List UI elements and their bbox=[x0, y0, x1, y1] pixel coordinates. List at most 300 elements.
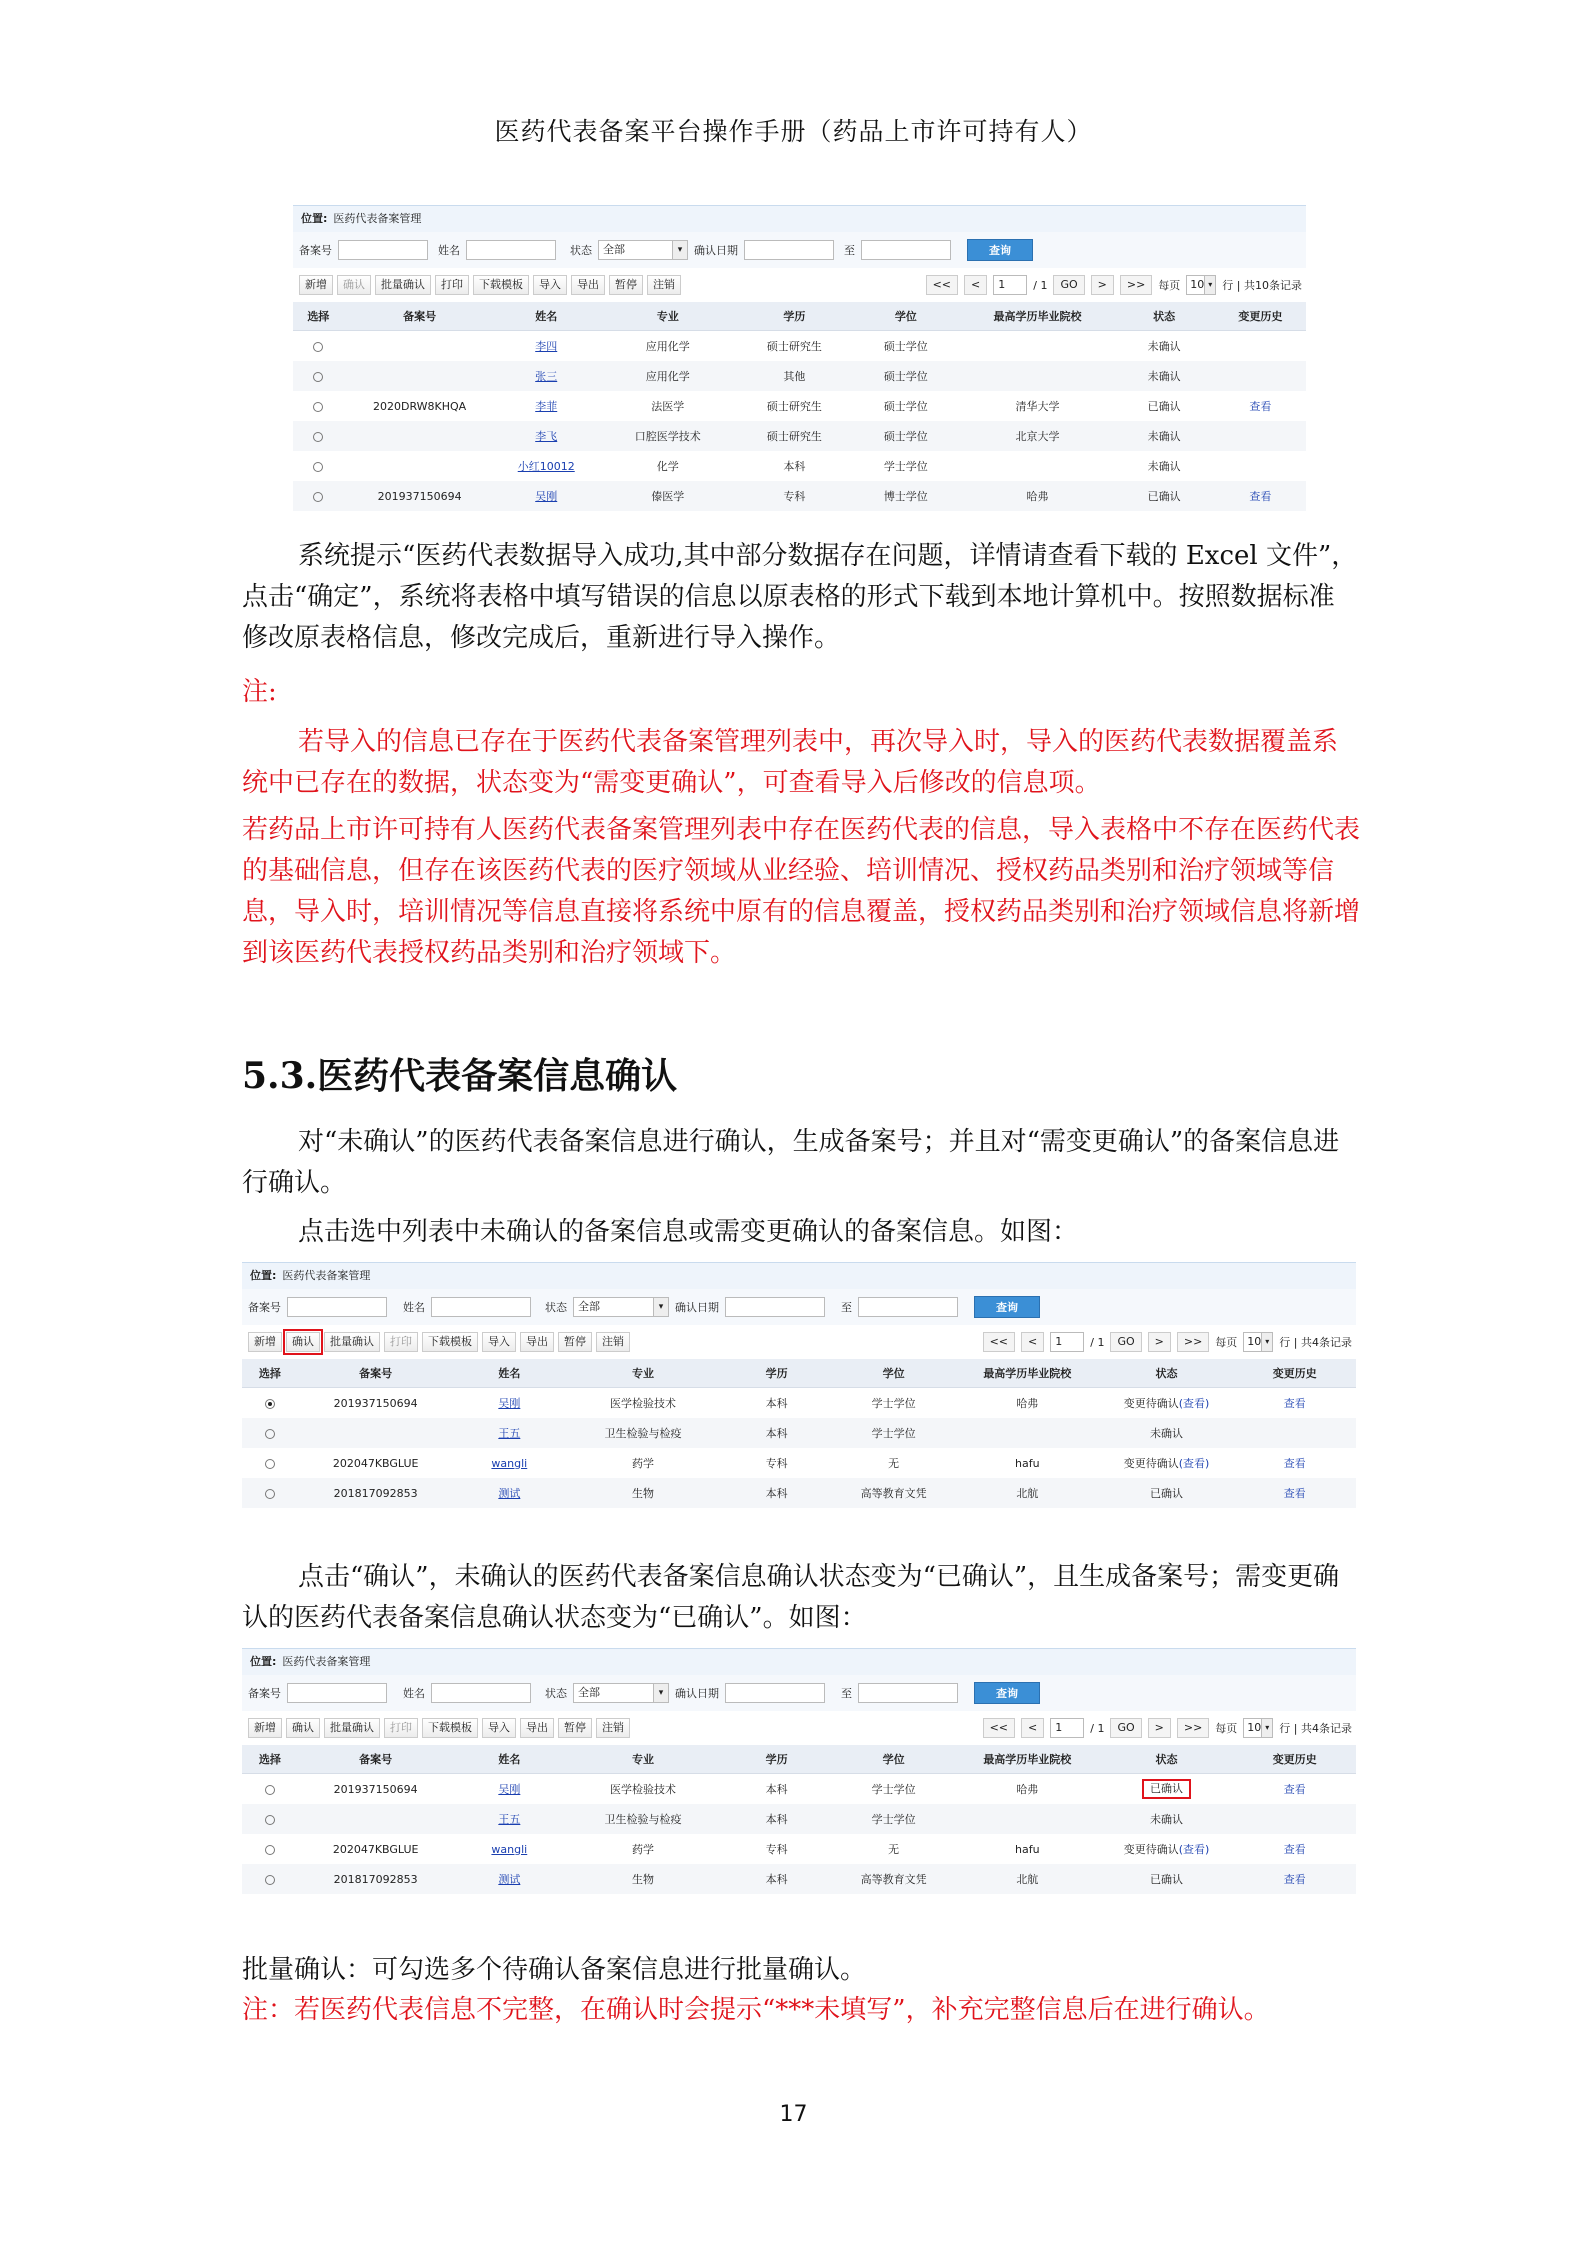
location-value: 医药代表备案管理 bbox=[282, 1655, 371, 1668]
table-row[interactable] bbox=[293, 331, 1306, 362]
cancel-record-button[interactable]: 注销 bbox=[596, 1718, 630, 1738]
status-cell bbox=[1113, 481, 1214, 511]
chevron-down-icon: ▾ bbox=[653, 1684, 668, 1702]
record-table bbox=[242, 1359, 1356, 1508]
table-row[interactable] bbox=[242, 1478, 1356, 1508]
status-view-link[interactable]: (查看) bbox=[1178, 1843, 1210, 1856]
add-button[interactable]: 新增 bbox=[248, 1718, 282, 1738]
query-button[interactable]: 查询 bbox=[974, 1296, 1040, 1318]
download-template-button[interactable]: 下载模板 bbox=[422, 1332, 478, 1352]
school-cell bbox=[962, 451, 1114, 481]
school-cell bbox=[962, 331, 1114, 362]
name-cell bbox=[454, 1448, 565, 1478]
filter-date-to-input[interactable] bbox=[861, 240, 951, 260]
name-cell bbox=[496, 331, 597, 362]
degree-cell: 硕士学位 bbox=[850, 361, 961, 391]
filter-name-label: 姓名 bbox=[438, 244, 460, 257]
record-number-cell: 202047KBGLUE bbox=[332, 1456, 419, 1470]
export-button[interactable]: 导出 bbox=[520, 1718, 554, 1738]
export-button[interactable]: 导出 bbox=[520, 1332, 554, 1352]
select-cell[interactable] bbox=[293, 331, 344, 362]
name-link[interactable]: 李四 bbox=[535, 340, 558, 353]
column-header: 变更历史 bbox=[1215, 302, 1306, 331]
record-number-cell: 202047KBGLUE bbox=[332, 1842, 419, 1856]
page-input[interactable]: 1 bbox=[1050, 1718, 1084, 1738]
batch-confirm-button[interactable]: 批量确认 bbox=[375, 275, 431, 295]
filter-date-label: 确认日期 bbox=[675, 1687, 719, 1700]
table-row[interactable] bbox=[242, 1864, 1356, 1894]
page-input[interactable]: 1 bbox=[993, 275, 1027, 295]
column-header: 学历 bbox=[721, 1359, 832, 1388]
download-template-button[interactable]: 下载模板 bbox=[422, 1718, 478, 1738]
column-header: 姓名 bbox=[496, 302, 597, 331]
school-cell: hafu bbox=[1015, 1456, 1040, 1470]
column-header: 专业 bbox=[565, 1359, 721, 1388]
status-cell bbox=[1113, 361, 1214, 391]
name-link[interactable]: 王五 bbox=[498, 1813, 521, 1826]
select-cell[interactable] bbox=[242, 1418, 298, 1448]
note-incomplete: 注：若医药代表信息不完整，在确认时会提示“***未填写”，补充完整信息后在进行确认。 bbox=[242, 1995, 1270, 2025]
name-cell bbox=[496, 361, 597, 391]
edu-cell: 专科 bbox=[765, 1457, 788, 1470]
filter-status-select[interactable] bbox=[598, 240, 688, 260]
pagination bbox=[983, 1718, 1356, 1738]
prev-page-button[interactable]: < bbox=[1021, 1718, 1044, 1738]
filter-status-label: 状态 bbox=[570, 244, 592, 257]
next-page-button[interactable]: > bbox=[1091, 275, 1114, 295]
filter-status-select[interactable] bbox=[573, 1683, 669, 1703]
table-row[interactable] bbox=[242, 1418, 1356, 1448]
column-header: 选择 bbox=[242, 1359, 298, 1388]
name-cell bbox=[454, 1864, 565, 1894]
select-cell[interactable] bbox=[242, 1478, 298, 1508]
location-value: 医药代表备案管理 bbox=[333, 212, 422, 225]
status-cell bbox=[1100, 1864, 1234, 1894]
prev-page-button[interactable]: < bbox=[1021, 1332, 1044, 1352]
record-number-cell bbox=[344, 451, 496, 481]
degree-cell: 学士学位 bbox=[871, 1397, 916, 1410]
prev-page-button[interactable]: < bbox=[964, 275, 987, 295]
history-cell bbox=[1215, 481, 1306, 511]
add-button[interactable]: 新增 bbox=[299, 275, 333, 295]
history-cell bbox=[1233, 1388, 1356, 1419]
school-cell: 哈弗 bbox=[1016, 1397, 1039, 1410]
chevron-down-icon: ▾ bbox=[653, 1298, 668, 1316]
per-page-label: 每页 bbox=[1215, 1722, 1238, 1735]
radio-button[interactable] bbox=[265, 1875, 275, 1885]
radio-button[interactable] bbox=[313, 342, 323, 352]
record-number-cell bbox=[344, 361, 496, 391]
location-label: 位置: bbox=[301, 212, 328, 225]
column-header: 学历 bbox=[739, 302, 850, 331]
edu-cell: 硕士研究生 bbox=[739, 421, 850, 451]
status-text: 已确认 bbox=[1142, 1779, 1191, 1799]
filter-date-from-input[interactable] bbox=[725, 1297, 825, 1317]
history-cell bbox=[1233, 1478, 1356, 1508]
paragraph-import-result: 系统提示“医药代表数据导入成功,其中部分数据存在问题，详情请查看下载的 Excel 文件”，点击“确定”，系统将表格中填写错误的信息以原表格的形式下载到本地计算机中。按照数据标准修改原表格信息，修改完成后，重新进行导入操作。 bbox=[242, 541, 1358, 653]
location-bar bbox=[293, 205, 1306, 232]
school-cell bbox=[962, 361, 1114, 391]
edu-cell: 本科 bbox=[765, 1397, 788, 1410]
filter-date-to-input[interactable] bbox=[858, 1297, 958, 1317]
status-text: 未确认 bbox=[1150, 1427, 1184, 1440]
location-label: 位置: bbox=[250, 1269, 277, 1282]
record-number-cell: 201937150694 bbox=[344, 481, 496, 511]
edu-cell: 本科 bbox=[721, 1418, 832, 1448]
page-size-select[interactable] bbox=[1243, 1718, 1273, 1738]
column-header: 状态 bbox=[1100, 1359, 1234, 1388]
degree-cell: 学士学位 bbox=[871, 1783, 916, 1796]
history-cell bbox=[1233, 1864, 1356, 1894]
select-cell[interactable] bbox=[293, 451, 344, 481]
record-count: 行 | 共10条记录 bbox=[1222, 279, 1302, 292]
major-cell: 应用化学 bbox=[597, 361, 739, 391]
status-text: 已确认 bbox=[1147, 400, 1181, 413]
filter-no-input[interactable] bbox=[338, 240, 428, 260]
degree-cell: 硕士学位 bbox=[850, 421, 961, 451]
select-cell[interactable] bbox=[293, 481, 344, 511]
add-button[interactable]: 新增 bbox=[248, 1332, 282, 1352]
column-header: 备案号 bbox=[298, 1745, 454, 1774]
column-header: 备案号 bbox=[344, 302, 496, 331]
filter-date-to-input[interactable] bbox=[858, 1683, 958, 1703]
filter-name-input[interactable] bbox=[466, 240, 556, 260]
status-cell bbox=[1113, 331, 1214, 362]
name-link[interactable]: wangli bbox=[491, 1842, 528, 1856]
screenshot-import-list bbox=[293, 205, 1306, 510]
column-header: 最高学历毕业院校 bbox=[955, 1745, 1100, 1774]
degree-cell: 学士学位 bbox=[883, 460, 928, 473]
location-value: 医药代表备案管理 bbox=[282, 1269, 371, 1282]
name-link[interactable]: 李飞 bbox=[535, 430, 558, 443]
history-view-link[interactable]: 查看 bbox=[1283, 1397, 1306, 1410]
next-page-button[interactable]: > bbox=[1148, 1332, 1171, 1352]
name-link[interactable]: wangli bbox=[491, 1456, 528, 1470]
select-cell[interactable] bbox=[242, 1448, 298, 1478]
name-cell bbox=[496, 451, 597, 481]
degree-cell: 无 bbox=[888, 1843, 900, 1856]
name-cell bbox=[454, 1804, 565, 1834]
column-header: 选择 bbox=[293, 302, 344, 331]
school-cell: 清华大学 bbox=[1015, 400, 1060, 413]
major-cell: 化学 bbox=[656, 460, 679, 473]
radio-button[interactable] bbox=[265, 1429, 275, 1439]
name-cell bbox=[454, 1834, 565, 1864]
select-cell[interactable] bbox=[242, 1834, 298, 1864]
filter-name-input[interactable] bbox=[431, 1297, 531, 1317]
table-row[interactable] bbox=[242, 1834, 1356, 1864]
query-button[interactable]: 查询 bbox=[974, 1682, 1040, 1704]
query-button[interactable]: 查询 bbox=[967, 239, 1033, 261]
radio-button[interactable] bbox=[313, 492, 323, 502]
screenshot-after-confirm bbox=[242, 1648, 1356, 1913]
edu-cell: 本科 bbox=[721, 1478, 832, 1508]
name-link[interactable]: 吴刚 bbox=[498, 1783, 521, 1796]
table-row[interactable] bbox=[293, 451, 1306, 481]
select-cell[interactable] bbox=[293, 391, 344, 421]
name-link[interactable]: 小红10012 bbox=[517, 460, 575, 473]
go-button[interactable]: GO bbox=[1110, 1718, 1141, 1738]
table-header-row bbox=[242, 1359, 1356, 1388]
history-view-link[interactable]: 查看 bbox=[1249, 490, 1272, 503]
filter-name-label: 姓名 bbox=[403, 1687, 425, 1700]
name-cell bbox=[454, 1388, 565, 1419]
select-cell[interactable] bbox=[293, 421, 344, 451]
column-header: 学位 bbox=[832, 1745, 955, 1774]
column-header: 变更历史 bbox=[1233, 1359, 1356, 1388]
history-cell bbox=[1215, 451, 1306, 481]
filter-status-value: 全部 bbox=[578, 1686, 600, 1699]
name-cell bbox=[454, 1418, 565, 1448]
last-page-button[interactable]: >> bbox=[1177, 1718, 1209, 1738]
school-cell bbox=[955, 1418, 1100, 1448]
page-total: / 1 bbox=[1090, 1335, 1105, 1349]
column-header: 最高学历毕业院校 bbox=[962, 302, 1114, 331]
name-link[interactable]: 张三 bbox=[535, 370, 558, 383]
column-header: 学位 bbox=[850, 302, 961, 331]
name-link[interactable]: 吴刚 bbox=[498, 1397, 521, 1410]
edu-cell: 硕士研究生 bbox=[766, 400, 822, 413]
paragraph-batch-confirm: 批量确认：可勾选多个待确认备案信息进行批量确认。 bbox=[242, 1955, 867, 1985]
filter-date-to-label: 至 bbox=[844, 244, 855, 257]
toolbar bbox=[293, 268, 1306, 302]
status-text: 已确认 bbox=[1150, 1487, 1184, 1500]
history-view-link[interactable]: 查看 bbox=[1283, 1457, 1306, 1470]
major-cell: 生物 bbox=[565, 1478, 721, 1508]
filter-date-to-label: 至 bbox=[841, 1301, 852, 1314]
history-view-link[interactable]: 查看 bbox=[1283, 1783, 1306, 1796]
radio-button[interactable] bbox=[313, 372, 323, 382]
confirm-button[interactable]: 确认 bbox=[337, 275, 371, 295]
edu-cell: 硕士研究生 bbox=[766, 340, 822, 353]
page-size-select[interactable] bbox=[1243, 1332, 1273, 1352]
toolbar bbox=[242, 1325, 1356, 1359]
degree-cell: 硕士学位 bbox=[883, 340, 928, 353]
column-header: 变更历史 bbox=[1233, 1745, 1356, 1774]
name-link[interactable]: 王五 bbox=[498, 1427, 521, 1440]
import-button[interactable]: 导入 bbox=[482, 1332, 516, 1352]
table-row[interactable] bbox=[242, 1774, 1356, 1805]
record-count: 行 | 共4条记录 bbox=[1279, 1722, 1352, 1735]
column-header: 选择 bbox=[242, 1745, 298, 1774]
radio-button[interactable] bbox=[313, 402, 323, 412]
status-text: 未确认 bbox=[1147, 460, 1181, 473]
status-view-link[interactable]: (查看) bbox=[1178, 1457, 1210, 1470]
go-button[interactable]: GO bbox=[1053, 275, 1084, 295]
history-view-link[interactable]: 查看 bbox=[1283, 1843, 1306, 1856]
filter-no-input[interactable] bbox=[287, 1297, 387, 1317]
document-header: 医药代表备案平台操作手册（药品上市许可持有人） bbox=[494, 117, 1093, 146]
chevron-down-icon: ▾ bbox=[1204, 276, 1215, 294]
school-cell: 哈弗 bbox=[962, 481, 1114, 511]
status-text: 变更待确认 bbox=[1123, 1457, 1179, 1470]
radio-button[interactable] bbox=[313, 432, 323, 442]
degree-cell: 无 bbox=[888, 1457, 900, 1470]
filter-date-label: 确认日期 bbox=[675, 1301, 719, 1314]
edu-cell: 其他 bbox=[739, 361, 850, 391]
cancel-record-button[interactable]: 注销 bbox=[596, 1332, 630, 1352]
major-cell: 药学 bbox=[632, 1843, 654, 1856]
table-row[interactable] bbox=[242, 1804, 1356, 1834]
record-number-cell bbox=[344, 331, 496, 362]
filter-date-from-input[interactable] bbox=[744, 240, 834, 260]
page-size-value: 10 bbox=[1190, 278, 1205, 291]
filter-name-input[interactable] bbox=[431, 1683, 531, 1703]
name-link[interactable]: 吴刚 bbox=[535, 490, 558, 503]
status-text: 变更待确认 bbox=[1123, 1843, 1179, 1856]
column-header: 状态 bbox=[1113, 302, 1214, 331]
table-header-row bbox=[293, 302, 1306, 331]
history-view-link[interactable]: 查看 bbox=[1249, 400, 1272, 413]
location-bar bbox=[242, 1648, 1356, 1675]
note-merge: 若药品上市许可持有人医药代表备案管理列表中存在医药代表的信息，导入表格中不存在医药代表的基础信息，但存在该医药代表的医疗领域从业经验、培训情况、授权药品类别和治疗领域等信息，导入时，培训情况等信息直接将系统中原有的信息覆盖，授权药品类别和治疗领域信息将新增到该医药代表授权药品类别和治疗领域下。 bbox=[242, 815, 1361, 968]
pagination bbox=[983, 1332, 1356, 1352]
page-input[interactable]: 1 bbox=[1050, 1332, 1084, 1352]
name-link[interactable]: 测试 bbox=[498, 1873, 521, 1886]
filter-date-from-input[interactable] bbox=[725, 1683, 825, 1703]
download-template-button[interactable]: 下载模板 bbox=[473, 275, 529, 295]
history-cell bbox=[1233, 1448, 1356, 1478]
table-row[interactable] bbox=[293, 391, 1306, 421]
per-page-label: 每页 bbox=[1158, 279, 1181, 292]
status-text: 未确认 bbox=[1150, 1813, 1184, 1826]
degree-cell: 高等教育文凭 bbox=[832, 1864, 955, 1894]
print-button[interactable]: 打印 bbox=[435, 275, 469, 295]
select-cell[interactable] bbox=[242, 1388, 298, 1419]
column-header: 姓名 bbox=[454, 1745, 565, 1774]
record-number-cell: 201937150694 bbox=[333, 1396, 418, 1410]
table-row[interactable] bbox=[293, 481, 1306, 511]
status-cell bbox=[1100, 1478, 1234, 1508]
history-cell bbox=[1233, 1774, 1356, 1805]
name-link[interactable]: 测试 bbox=[498, 1487, 521, 1500]
toolbar bbox=[242, 1711, 1356, 1745]
radio-button[interactable] bbox=[265, 1815, 275, 1825]
pause-button[interactable]: 暂停 bbox=[558, 1718, 592, 1738]
name-link[interactable]: 李菲 bbox=[535, 400, 558, 413]
name-cell bbox=[454, 1774, 565, 1805]
print-button[interactable]: 打印 bbox=[384, 1332, 418, 1352]
filter-status-value: 全部 bbox=[578, 1300, 600, 1313]
degree-cell: 高等教育文凭 bbox=[832, 1478, 955, 1508]
page-total: / 1 bbox=[1090, 1721, 1105, 1735]
location-bar bbox=[242, 1262, 1356, 1289]
filter-no-input[interactable] bbox=[287, 1683, 387, 1703]
record-number-cell bbox=[344, 421, 496, 451]
page-size-value: 10 bbox=[1247, 1335, 1262, 1348]
table-row[interactable] bbox=[293, 421, 1306, 451]
import-button[interactable]: 导入 bbox=[482, 1718, 516, 1738]
filter-status-select[interactable] bbox=[573, 1297, 669, 1317]
last-page-button[interactable]: >> bbox=[1120, 275, 1152, 295]
filter-status-value: 全部 bbox=[603, 243, 625, 256]
chevron-down-icon: ▾ bbox=[672, 241, 687, 259]
location-label: 位置: bbox=[250, 1655, 277, 1668]
batch-confirm-button[interactable]: 批量确认 bbox=[324, 1332, 380, 1352]
major-cell: 卫生检验与检疫 bbox=[565, 1418, 721, 1448]
next-page-button[interactable]: > bbox=[1148, 1718, 1171, 1738]
table-row[interactable] bbox=[293, 361, 1306, 391]
major-cell: 医学检验技术 bbox=[610, 1783, 676, 1796]
export-button[interactable]: 导出 bbox=[571, 275, 605, 295]
import-button[interactable]: 导入 bbox=[533, 275, 567, 295]
note-label: 注: bbox=[242, 677, 277, 707]
first-page-button[interactable]: << bbox=[983, 1332, 1015, 1352]
radio-button[interactable] bbox=[265, 1785, 275, 1795]
radio-button[interactable] bbox=[313, 462, 323, 472]
table-row[interactable] bbox=[242, 1448, 1356, 1478]
select-cell[interactable] bbox=[242, 1864, 298, 1894]
radio-button[interactable] bbox=[265, 1459, 275, 1469]
degree-cell: 硕士学位 bbox=[883, 400, 928, 413]
status-cell bbox=[1113, 451, 1214, 481]
select-cell[interactable] bbox=[293, 361, 344, 391]
major-cell: 医学检验技术 bbox=[610, 1397, 676, 1410]
filter-no-label: 备案号 bbox=[248, 1687, 281, 1700]
chevron-down-icon: ▾ bbox=[1261, 1333, 1272, 1351]
filter-name-label: 姓名 bbox=[403, 1301, 425, 1314]
radio-button[interactable] bbox=[265, 1489, 275, 1499]
chevron-down-icon: ▾ bbox=[1261, 1719, 1272, 1737]
radio-button[interactable] bbox=[265, 1399, 275, 1409]
go-button[interactable]: GO bbox=[1110, 1332, 1141, 1352]
history-cell bbox=[1215, 421, 1306, 451]
pause-button[interactable]: 暂停 bbox=[609, 275, 643, 295]
status-text: 未确认 bbox=[1147, 370, 1181, 383]
table-row[interactable] bbox=[242, 1388, 1356, 1419]
history-view-link[interactable]: 查看 bbox=[1283, 1873, 1306, 1886]
major-cell: 生物 bbox=[565, 1864, 721, 1894]
cancel-record-button[interactable]: 注销 bbox=[647, 275, 681, 295]
school-cell: 北京大学 bbox=[962, 421, 1114, 451]
record-number-cell bbox=[298, 1804, 454, 1834]
filter-no-label: 备案号 bbox=[299, 244, 332, 257]
record-number-cell: 201817092853 bbox=[298, 1478, 454, 1508]
radio-button[interactable] bbox=[265, 1845, 275, 1855]
column-header: 备案号 bbox=[298, 1359, 454, 1388]
batch-confirm-button[interactable]: 批量确认 bbox=[324, 1718, 380, 1738]
history-view-link[interactable]: 查看 bbox=[1283, 1487, 1306, 1500]
page-size-select[interactable] bbox=[1186, 275, 1216, 295]
filter-status-label: 状态 bbox=[545, 1687, 567, 1700]
history-cell bbox=[1215, 361, 1306, 391]
column-header: 专业 bbox=[597, 302, 739, 331]
degree-cell: 学士学位 bbox=[832, 1418, 955, 1448]
print-button[interactable]: 打印 bbox=[384, 1718, 418, 1738]
select-cell[interactable] bbox=[242, 1804, 298, 1834]
status-cell bbox=[1100, 1418, 1234, 1448]
confirm-button[interactable]: 确认 bbox=[286, 1718, 320, 1738]
page-total: / 1 bbox=[1033, 278, 1048, 292]
major-cell: 法医学 bbox=[651, 400, 685, 413]
first-page-button[interactable]: << bbox=[983, 1718, 1015, 1738]
select-cell[interactable] bbox=[242, 1774, 298, 1805]
note-overwrite: 若导入的信息已存在于医药代表备案管理列表中，再次导入时，导入的医药代表数据覆盖系统中已存在的数据，状态变为“需变更确认”，可查看导入后修改的信息项。 bbox=[242, 727, 1339, 798]
last-page-button[interactable]: >> bbox=[1177, 1332, 1209, 1352]
pause-button[interactable]: 暂停 bbox=[558, 1332, 592, 1352]
status-cell bbox=[1100, 1448, 1234, 1478]
first-page-button[interactable]: << bbox=[926, 275, 958, 295]
record-table bbox=[242, 1745, 1356, 1894]
status-text: 未确认 bbox=[1147, 340, 1181, 353]
school-cell: 北航 bbox=[955, 1478, 1100, 1508]
confirm-button[interactable]: 确认 bbox=[286, 1332, 320, 1352]
filter-date-label: 确认日期 bbox=[694, 244, 738, 257]
edu-cell: 本科 bbox=[783, 460, 806, 473]
column-header: 专业 bbox=[565, 1745, 721, 1774]
status-view-link[interactable]: (查看) bbox=[1178, 1397, 1210, 1410]
school-cell: 哈弗 bbox=[1016, 1783, 1039, 1796]
